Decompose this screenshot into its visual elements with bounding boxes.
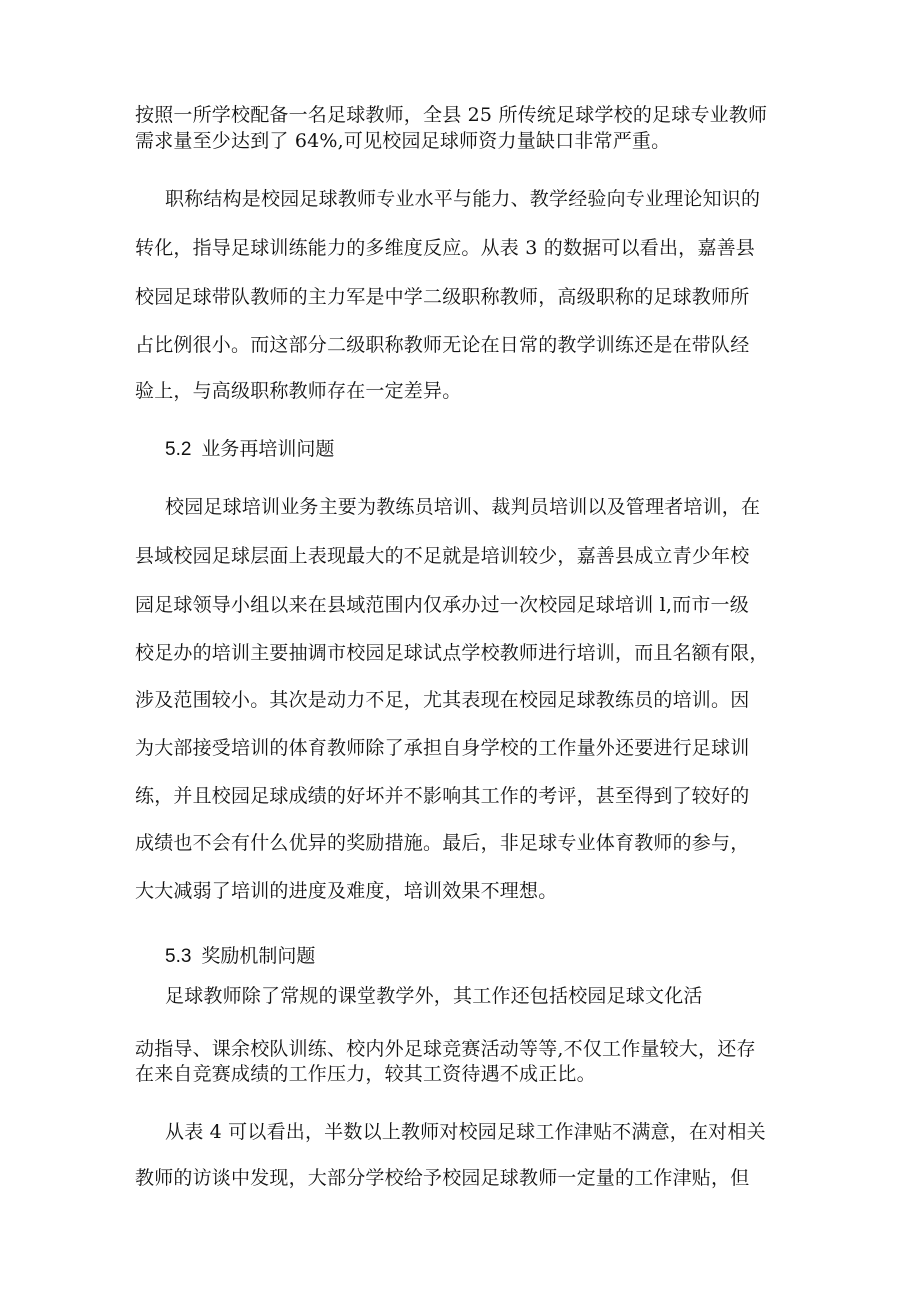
paragraph-line: 按照一所学校配备一名足球教师，全县 25 所传统足球学校的足球专业教师 (135, 104, 768, 126)
paragraph-line: 校足办的培训主要抽调市校园足球试点学校教师进行培训，而且名额有限， (135, 642, 769, 664)
paragraph-line: 为大部接受培训的体育教师除了承担自身学校的工作量外还要进行足球训 (135, 737, 750, 759)
paragraph-line: 需求量至少达到了 64%,可见校园足球师资力量缺口非常严重。 (135, 130, 671, 152)
paragraph-line: 成绩也不会有什么优异的奖励措施。最后，非足球专业体育教师的参与， (135, 832, 750, 854)
paragraph-line: 在来自竞赛成绩的工作压力，较其工资待遇不成正比。 (135, 1063, 596, 1085)
paragraph-line: 转化，指导足球训练能力的多维度反应。从表 3 的数据可以看出，嘉善县 (135, 237, 755, 259)
paragraph-line: 园足球领导小组以来在县域范围内仅承办过一次校园足球培训 l,而市一级 (135, 594, 749, 616)
paragraph-line: 教师的访谈中发现，大部分学校给予校园足球教师一定量的工作津贴，但 (135, 1167, 750, 1189)
section-heading (165, 944, 315, 969)
paragraph-line: 涉及范围较小。其次是动力不足，尤其表现在校园足球教练员的培训。因 (135, 689, 750, 711)
paragraph-line: 验上，与高级职称教师存在一定差异。 (135, 380, 462, 402)
paragraph-line: 从表 4 可以看出，半数以上教师对校园足球工作津贴不满意，在对相关 (165, 1121, 766, 1143)
paragraph-line: 足球教师除了常规的课堂教学外，其工作还包括校园足球文化活 (165, 985, 703, 1007)
paragraph-line: 动指导、课余校队训练、校内外足球竞赛活动等等,不仅工作量较大，还存 (135, 1038, 756, 1060)
section-title: 业务再培训问题 (201, 438, 335, 460)
section-number: 5.3 (165, 946, 192, 967)
paragraph-line: 练，并且校园足球成绩的好坏并不影响其工作的考评，甚至得到了较好的 (135, 785, 750, 807)
paragraph-line: 校园足球培训业务主要为教练员培训、裁判员培训以及管理者培训，在 (165, 496, 761, 518)
section-heading (165, 437, 334, 462)
section-title: 奖励机制问题 (201, 945, 316, 967)
paragraph-line: 职称结构是校园足球教师专业水平与能力、教学经验向专业理论知识的 (165, 188, 761, 210)
section-number: 5.2 (165, 439, 192, 460)
paragraph-line: 大大减弱了培训的进度及难度，培训效果不理想。 (135, 880, 558, 902)
paragraph-line: 占比例很小。而这部分二级职称教师无论在日常的教学训练还是在带队经 (135, 334, 750, 356)
paragraph-line: 县域校园足球层面上表现最大的不足就是培训较少，嘉善县成立青少年校 (135, 545, 750, 567)
paragraph-line: 校园足球带队教师的主力军是中学二级职称教师，高级职称的足球教师所 (135, 286, 750, 308)
